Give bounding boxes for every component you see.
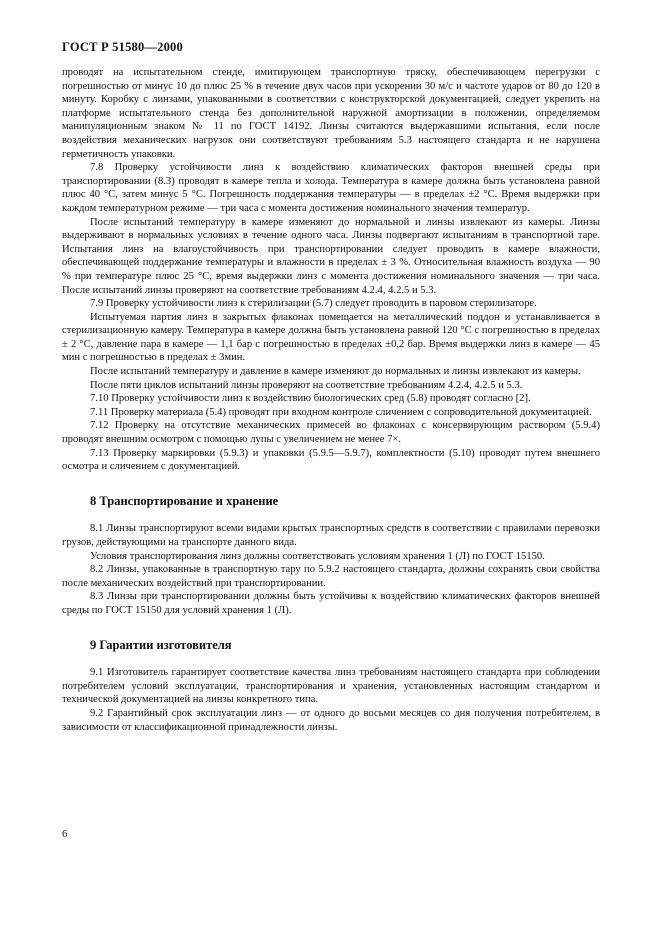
paragraph-7-13: 7.13 Проверку маркировки (5.9.3) и упаковки (5.9.5—5.9.7), комплектности (5.10) проводят путем внешнего осмотра и сличением с документацией. — [62, 447, 600, 473]
paragraph-9-1: 9.1 Изготовитель гарантирует соответствие качества линз требованиям настоящего стандарта при соблюдении потребителем условий эксплуатации, транспортирования и хранения, установленных настоящим стандартом и технической документацией на линзы конкретного типа. — [62, 667, 600, 706]
paragraph-7-12: 7.12 Проверку на отсутствие механических примесей во флаконах с консервирующим раствором (5.9.4) проводят внешним осмотром с помощью лупы с увеличением не менее 7×. — [62, 420, 600, 446]
paragraph-7-10: 7.10 Проверку устойчивости линз к воздействию биологических сред (5.8) проводят согласно [2]. — [90, 393, 531, 405]
document-body — [62, 66, 600, 734]
standard-header: ГОСТ Р 51580—2000 — [62, 40, 183, 54]
paragraph-7-9-procedure: Испытуемая партия линз в закрытых флаконах помещается на металлический поддон и устанавливается в стерилизационную камеру. Температура в камере должна быть установлена равной 120 °С с погрешностью в пределах ± 2 °С, давление пара в камере — 1,1 бар с погрешностью в пределах ±0,2 бар. Время выдержки линз в камере — 45 мин с погрешностью в пределах ± 3мин. — [62, 311, 600, 364]
paragraph-8-2: 8.2 Линзы, упакованные в транспортную тару по 5.9.2 настоящего стандарта, должны сохранять свои свойства после механических воздействий при транспортировании. — [62, 564, 600, 589]
paragraph-7-9-cycles: После пяти циклов испытаний линзы проверяют на соответствие требованиям 4.2.4, 4.2.5 и 5.3. — [90, 379, 523, 391]
paragraph-continued: проводят на испытательном стенде, имитирующем транспортную тряску, обеспечивающем перегрузки с погрешностью от минус 10 до плюс 25 % в течение двух часов при ускорении 30 м/с и частоте ударов от 80 до 120 в минуту. Коробку с линзами, упакованными в соответствии с конструкторской документацией, следует укрепить на платформе испытательного стенда без дополнительной наружной амортизации в положении, определяемом манипуляционным знаком № 11 по ГОСТ 14192. Линзы считаются выдержавшими испытания, если после воздействия механических нагрузок они соответствуют требованиям 5.3 настоящего стандарта и не нарушена герметичность упаковки. — [62, 67, 600, 160]
paragraph-7-11: 7.11 Проверку материала (5.4) проводят при входном контроле сличением с сопроводительной документацией. — [90, 406, 592, 418]
paragraph-9-2: 9.2 Гарантийный срок эксплуатации линз — от одного до восьми месяцев со дня получения потребителем, в зависимости от классификационной принадлежности линзы. — [62, 707, 600, 733]
page-number: 6 — [62, 828, 68, 840]
paragraph-7-9: 7.9 Проверку устойчивости линз к стерилизации (5.7) следует проводить в паровом стерилизаторе. — [90, 298, 537, 310]
section-9-title: 9 Гарантии изготовителя — [90, 637, 232, 652]
paragraph-8-1-conditions: Условия транспортирования линз должны соответствовать условиям хранения 1 (Л) по ГОСТ 15150. — [90, 550, 545, 562]
paragraph-8-1: 8.1 Линзы транспортируют всеми видами крытых транспортных средств в соответствии с правилами перевозки грузов, действующими на транспорте данного вида. — [62, 523, 600, 548]
paragraph-7-8-humidity: После испытаний температуру в камере изменяют до нормальной и линзы извлекают из камеры. Линзы выдерживают в нормальных условиях в течение одного часа. Линзы подвергают испытаниям в транспортной таре. Испытания линз на влагоустойчивость при транспортировании следует проводить в камере влажности, обеспечивающей поддержание температуры и влажности в пределах ± 3 %. Относительная влажность воздуха — 90 % при температуре плюс 25 °С, время выдержки линз с момента достижения номинального значения — три часа. После испытаний линзы проверяют на соответствие требованиям 4.2.4, 4.2.5 и 5.3. — [62, 216, 600, 296]
paragraph-8-3: 8.3 Линзы при транспортировании должны быть устойчивы к воздействию климатических факторов внешней среды по ГОСТ 15150 для условий хранения 1 (Л). — [62, 591, 600, 616]
paragraph-7-9-after: После испытаний температуру и давление в камере изменяют до нормальных и линзы извлекают из камеры. — [90, 366, 581, 378]
paragraph-7-8: 7.8 Проверку устойчивости линз к воздействию климатических факторов внешней среды при транспортировании (8.3) проводят в камере тепла и холода. Температура в камере должна быть установлена равной плюс 40 °С, затем минус 5 °С. Погрешность поддержания температуры — в пределах ±2 °С. Время выдержки при каждом температурном режиме — три часа с момента достижения номинального значения температур. — [62, 162, 600, 214]
section-8-title: 8 Транспортирование и хранение — [90, 493, 279, 508]
